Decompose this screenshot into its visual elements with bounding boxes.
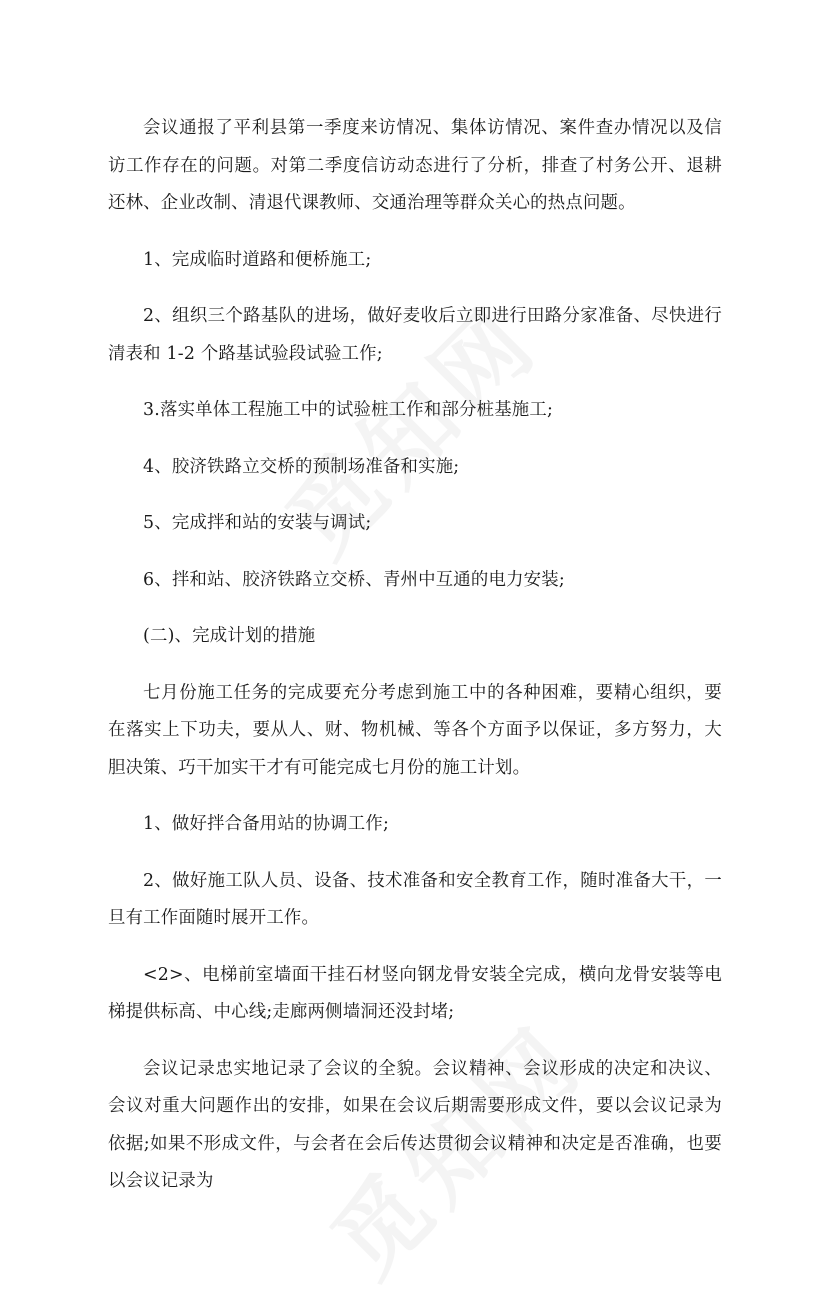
section-heading: (二)、完成计划的措施	[143, 626, 316, 646]
paragraph-meeting-record: 会议记录忠实地记录了会议的全貌。会议精神、会议形成的决定和决议、会议对重大问题作出的安排，如果在会议后期需要形成文件，要以会议记录为依据;如果不形成文件，与会者在会后传达贯彻会议精神和决定是否准确，也要以会议记录为	[108, 1058, 722, 1191]
paragraph-item: 3.落实单体工程施工中的试验桩工作和部分桩基施工;	[143, 400, 554, 420]
paragraph-item: 4、胶济铁路立交桥的预制场准备和实施;	[143, 456, 460, 477]
paragraph-item: 6、拌和站、胶济铁路立交桥、青州中互通的电力安装;	[143, 569, 565, 590]
paragraph-meeting-report: 会议通报了平利县第一季度来访情况、集体访情况、案件查办情况以及信访工作存在的问题。对第二季度信访动态进行了分析，排查了村务公开、退耕还林、企业改制、清退代课教师、交通治理等群众关心的热点问题。	[108, 118, 722, 213]
paragraph-item: 1、完成临时道路和便桥施工;	[143, 249, 372, 270]
paragraph-item: <2>、电梯前室墙面干挂石材竖向钢龙骨安装全完成，横向龙骨安装等电梯提供标高、中心线;走廊两侧墙洞还没封堵;	[108, 964, 722, 1022]
paragraph-item: 2、组织三个路基队的进场，做好麦收后立即进行田路分家准备、尽快进行清表和 1-2 个路基试验段试验工作;	[108, 306, 722, 364]
paragraph-measures: 七月份施工任务的完成要充分考虑到施工中的各种困难，要精心组织，要在落实上下功夫，要从人、财、物机械、等各个方面予以保证，多方努力，大胆决策、巧干加实干才有可能完成七月份的施工计划。	[108, 682, 722, 778]
document-body	[108, 110, 722, 1220]
paragraph-item: 2、做好施工队人员、设备、技术准备和安全教育工作，随时准备大干，一旦有工作面随时展开工作。	[108, 870, 722, 928]
paragraph-item: 5、完成拌和站的安装与调试;	[143, 513, 372, 533]
paragraph-item: 1、做好拌合备用站的协调工作;	[143, 814, 390, 834]
